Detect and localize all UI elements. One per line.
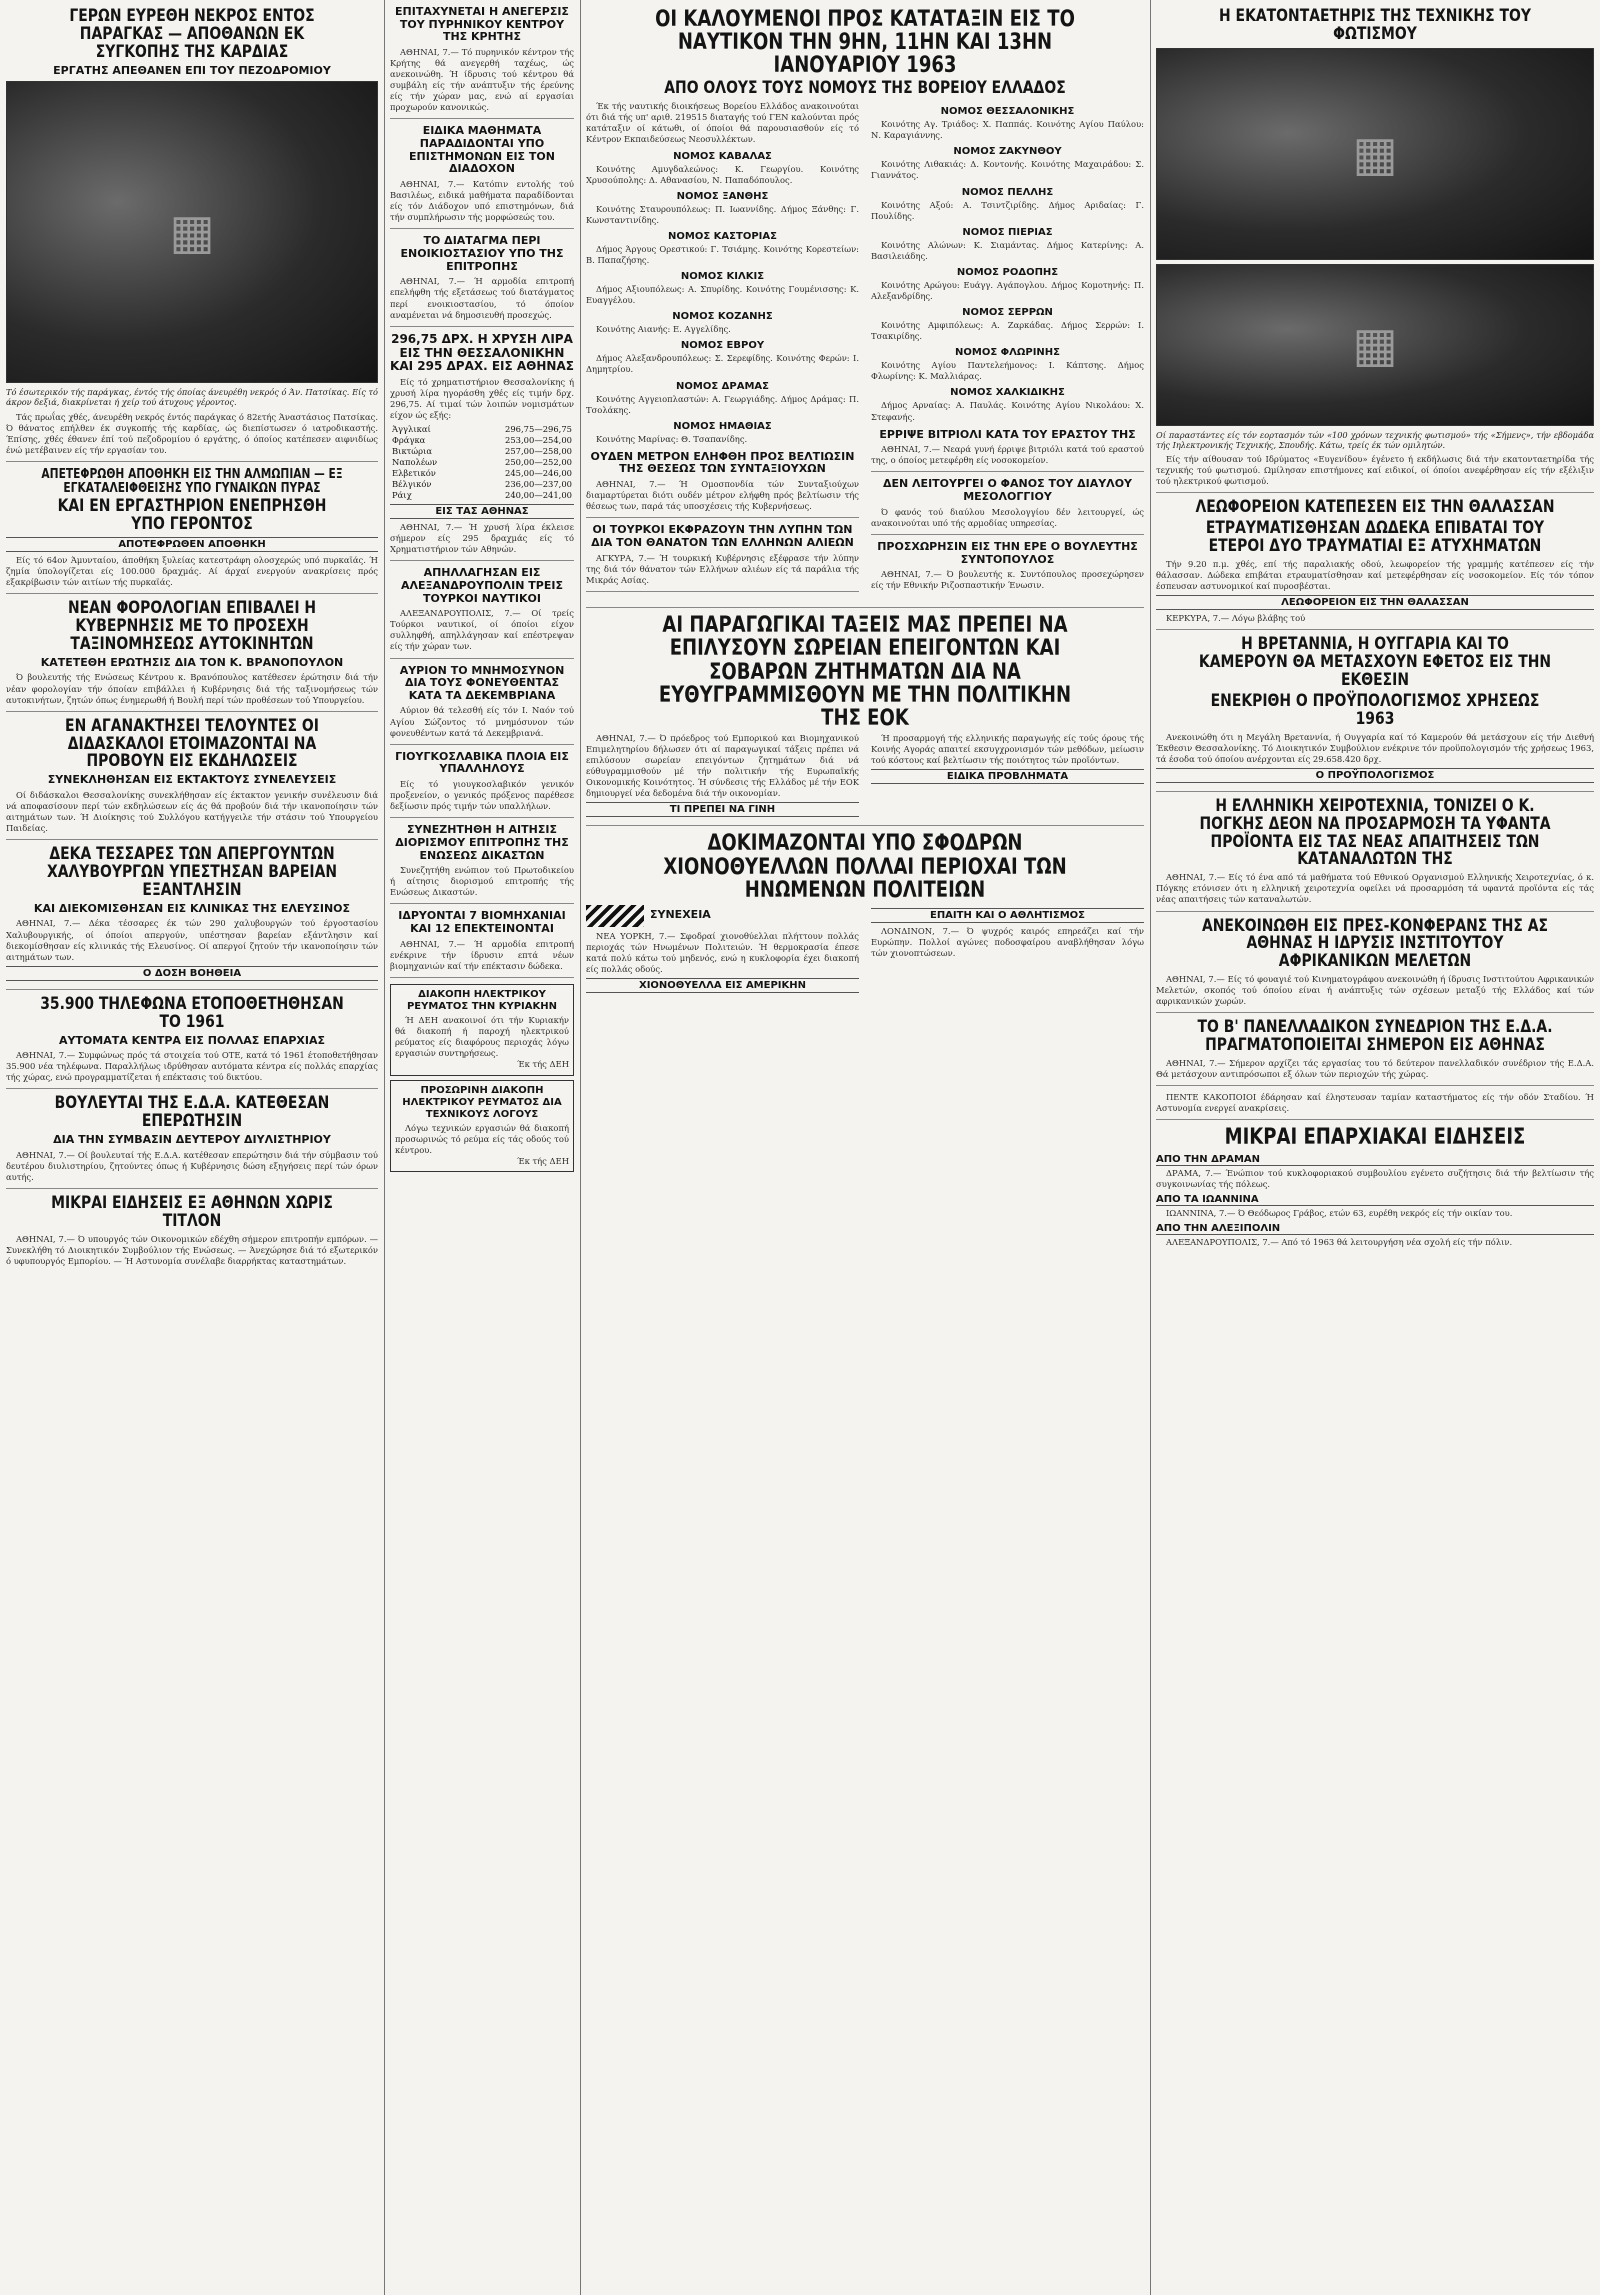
headline: Η ΒΡΕΤΑΝΝΙΑ, Η ΟΥΓΓΑΡΙΑ ΚΑΙ ΤΟ ΚΑΜΕΡΟΥΝ ΘΑ ΜΕΤΑΣΧΟΥΝ ΕΦΕΤΟΣ ΕΙΣ ΤΗΝ ΕΚΘΕΣΙΝ (1198, 634, 1552, 691)
eec-columns (586, 733, 1144, 821)
article-body: ΑΘΗΝΑΙ, 7.— Οί βουλευταί τής Ε.Δ.Α. κατέθεσαν επερώτησιν διά τήν σύμβασιν τού δευτέρου διυλιστηρίου, ζητούντες όπως ή Κυβέρνησις δώση εξηγήσεις περί τών όρων αυτής. (6, 1149, 378, 1182)
article-phones (6, 993, 378, 1090)
nomos-name: ΝΟΜΟΣ ΞΑΝΘΗΣ (676, 190, 769, 202)
article-body: Οί διδάσκαλοι Θεσσαλονίκης συνεκλήθησαν είς έκτακτον γενικήν συνέλευσιν διά νά αποφασίσουν περί τών εκδηλώσεων είς άς θά προβούν διά τήν ικανοποίησιν τών αιτημάτων των. Ή Διοίκησις τού Συλλόγου κατήγγειλε τήν στάσιν τού Υπουργείου Παιδείας. (6, 789, 378, 834)
article-press-conference (1156, 915, 1594, 1014)
nomos-entry (871, 346, 1144, 382)
headline: 35.900 ΤΗΛΕΦΩΝΑ ΕΤΟΠΟΘΕΤΗΘΗΣΑΝ ΤΟ 1961 (40, 993, 344, 1032)
article-yugoslav (390, 751, 574, 819)
nomos-name: ΝΟΜΟΣ ΔΡΑΜΑΣ (676, 380, 769, 392)
photo-ceremony (1156, 48, 1594, 260)
headline: ΓΕΡΩΝ ΕΥΡΕΘΗ ΝΕΚΡΟΣ ΕΝΤΟΣ ΠΑΡΑΓΚΑΣ — ΑΠΟΘΑΝΩΝ ΕΚ ΣΥΓΚΟΠΗΣ ΤΗΣ ΚΑΡΔΙΑΣ (69, 6, 315, 62)
coin-price: 253,00—254,00 (505, 435, 572, 446)
article-no-measures (586, 451, 859, 519)
section-kicker: ΑΠΟΤΕΦΡΩΘΕΝ ΑΠΟΘΗΚΗ (6, 537, 378, 552)
notice-sign: Έκ τής ΔΕΗ (517, 1155, 569, 1166)
headline: ΕΝ ΑΓΑΝΑΚΤΗΣΕΙ ΤΕΛΟΥΝΤΕΣ ΟΙ ΔΙΔΑΣΚΑΛΟΙ ΕΤΟΙΜΑΖΟΝΤΑΙ ΝΑ ΠΡΟΒΟΥΝ ΕΙΣ ΕΚΔΗΛΩΣΕΙΣ (65, 715, 319, 772)
article-tax (6, 600, 378, 711)
article-body: ΠΕΝΤΕ ΚΑΚΟΠΟΙΟΙ έδάρησαν καί έληστευσαν ταμίαν καταστήματος είς τήν οδόν Σταδίου. Ή Αστυνομία ενεργεί ανακρίσεις. (1156, 1092, 1594, 1114)
headline: ΙΔΡΥΟΝΤΑΙ 7 ΒΙΟΜΗΧΑΝΙΑΙ ΚΑΙ 12 ΕΠΕΚΤΕΙΝΟΝΤΑΙ (398, 909, 566, 936)
photo-icon: ▦ (169, 204, 215, 261)
price-row (390, 457, 574, 468)
snowflake-pattern-icon (586, 905, 644, 927)
article-lighthouse (871, 478, 1144, 534)
snow-columns (586, 905, 1144, 996)
price-row (390, 468, 574, 479)
nomos-name: ΝΟΜΟΣ ΠΕΛΛΗΣ (961, 186, 1054, 198)
article-warehouse-fire (6, 468, 378, 594)
provincial-section-body: ΑΛΕΞΑΝΔΡΟΥΠΟΛΙΣ, 7.— Από τό 1963 θά λειτουργήση νέα σχολή είς τήν πόλιν. (1166, 1236, 1513, 1247)
article-body: Είς τό 64ον Άμυνταίου, άποθήκη ξυλείας κατεστράφη ολοσχερώς υπό πυρκαϊάς. Ή ζημία ύπολογίζεται είς 100.000 δραχμάς. Αί άρχαί ενεργούν ανακρίσεις πρός εξακρίβωσιν τών αιτίων τής πυρκαϊάς. (6, 555, 378, 588)
article-body: Τάς πρωΐας χθές, άνευρέθη νεκρός έντός παράγκας ό 82ετής Άναστάσιος Πατσίκας. Ό θάνατος επήλθεν έκ συγκοπής τής καρδίας, ώς διεπίστωσεν ό ιατροδικαστής. Έπίσης, χθές έθανεν έπί τού πεζοδρομίου ό εργάτης, ό όποίος κατέπεσεν αιφνιδίως ένώ μετέβαινεν είς τήν εργασίαν του. (6, 411, 378, 455)
headline: ΕΠΙΤΑΧΥΝΕΤΑΙ Η ΑΝΕΓΕΡΣΙΣ ΤΟΥ ΠΥΡΗΝΙΚΟΥ ΚΕΝΤΡΟΥ ΤΗΣ ΚΡΗΤΗΣ (395, 5, 569, 44)
nomos-entry (871, 306, 1144, 342)
nomos-text: Κοινότης Αμυγδαλεώνος: Κ. Γεωργίου. Κοινότης Χρυσούπολης: Δ. Αθανασίου, Ν. Παπαδόπουλος. (586, 163, 859, 185)
article-rent (390, 235, 574, 326)
nomos-text: Κοινότης Αγγειοπλαστών: Α. Γεωργιάδης. Δήμος Δράμας: Π. Τσολάκης. (586, 393, 859, 415)
headline: ΔΕΚΑ ΤΕΣΣΑΡΕΣ ΤΩΝ ΑΠΕΡΓΟΥΝΤΩΝ ΧΑΛΥΒΟΥΡΓΩΝ ΥΠΕΣΤΗΣΑΝ ΒΑΡΕΙΑΝ ΕΞΑΝΤΛΗΣΙΝ (46, 844, 338, 900)
section-kicker: ΕΙΔΙΚΑ ΠΡΟΒΛΗΜΑΤΑ (871, 769, 1144, 784)
headline: ΝΕΑΝ ΦΟΡΟΛΟΓΙΑΝ ΕΠΙΒΑΛΕΙ Η ΚΥΒΕΡΝΗΣΙΣ ΜΕ ΤΟ ΠΡΟΣΕΧΗ ΤΑΞΙΝΟΜΗΣΕΩΣ ΑΥΤΟΚΙΝΗΤΩΝ (67, 598, 317, 654)
nomos-entry (586, 339, 859, 375)
provincial-item (1156, 1154, 1594, 1190)
article-courts (390, 824, 574, 904)
headline: ΠΡΟΣΧΩΡΗΣΙΝ ΕΙΣ ΤΗΝ ΕΡΕ Ο ΒΟΥΛΕΥΤΗΣ ΣΥΝΤΟΠΟΥΛΟΣ (877, 539, 1138, 566)
coin-name: Βικτώρια (392, 446, 432, 457)
price-row (390, 479, 574, 490)
article-body: Έκ τής ναυτικής διοικήσεως Βορείου Ελλάδος ανακοινούται ότι διά τής υπ' αριθ. 219515 διαταγής τού ΓΕΝ καλούνται πρός κατάταξιν οί κάτωθι, οί όποίοι θά παρουσιασθούν είς τό Κέντρον Εκπαιδεύσεως Νεοσυλλέκτων. (586, 101, 859, 145)
article-ere (871, 541, 1144, 596)
headline: ΔΟΚΙΜΑΖΟΝΤΑΙ ΥΠΟ ΣΦΟΔΡΩΝ ΧΙΟΝΟΘΥΕΛΛΩΝ ΠΟΛΛΑΙ ΠΕΡΙΟΧΑΙ ΤΩΝ ΗΝΩΜΕΝΩΝ ΠΟΛΙΤΕΙΩΝ (663, 831, 1067, 903)
subhead: ΚΑΙ ΕΝ ΕΡΓΑΣΤΗΡΙΟΝ ΕΝΕΠΡΗΣΘΗ ΥΠΟ ΓΕΡΟΝΤΟΣ (57, 496, 327, 535)
article-turkish-sailors (390, 567, 574, 658)
notice-sign: Έκ τής ΔΕΗ (517, 1059, 569, 1070)
nomos-text: Δήμος Αρναίας: Α. Παυλάς. Κοινότης Αγίου Νικολάου: Χ. Στεφανής. (871, 400, 1144, 422)
navy-left (586, 101, 859, 602)
article-body: Ό φανός τού διαύλου Μεσολογγίου δέν λειτουργεί, ώς ανακοινούται υπό τής αρμοδίας υπηρεσίας. (871, 506, 1144, 528)
snow-right (871, 905, 1144, 996)
article-robbery (1156, 1092, 1594, 1120)
nomos-text: Κοινότης Αμφιπόλεως: Α. Ζαρκάδας. Δήμος Σερρών: Ι. Τσακιρίδης. (871, 320, 1144, 342)
subhead: ΑΠΟ ΟΛΟΥΣ ΤΟΥΣ ΝΟΜΟΥΣ ΤΗΣ ΒΟΡΕΙΟΥ ΕΛΛΑΔΟΣ (664, 78, 1066, 99)
article-body: ΑΘΗΝΑΙ, 7.— Ό πρόεδρος τού Εμπορικού και Βιομηχανικού Επιμελητηρίου δήλωσεν ότι αί παραγωγικαί τάξεις πρέπει νά επιλύσουν σωρείαν επειγόντων ζητημάτων διά νά εύθυγραμμισθούν μέ τήν πολιτικήν τής Ευρωπαϊκής Οικονομικής Κοινότητος. Ή σύνδεσις τής Ελλάδος μέ τήν ΕΟΚ δημιουργεί νέα δεδομένα διά τήν οικονομίαν. (586, 732, 859, 799)
article-body: ΛΟΝΔΙΝΟΝ, 7.— Ό ψυχρός καιρός επηρεάζει καί τήν Ευρώπην. Πολλοί αγώνες ποδοσφαίρου αναβλήθησαν λόγω τών χιονοπτώσεων. (871, 925, 1144, 958)
article-body: Ανεκοινώθη ότι η Μεγάλη Βρεταννία, ή Ουγγαρία καί τό Καμερούν θά μετάσχουν είς τήν Διεθνή Έκθεσιν Θεσσαλονίκης. Τό Διοικητικόν Συμβούλιον ενέκρινε τόν προϋπολογισμόν τής χρήσεως 1963, τά έσοδα τού όποίου ανέρχονται είς 29.658.420 δρχ. (1156, 731, 1594, 764)
headline: ΕΡΡΙΨΕ ΒΙΤΡΙΟΛΙ ΚΑΤΑ ΤΟΥ ΕΡΑΣΤΟΥ ΤΗΣ (879, 427, 1136, 441)
nomos-name: ΝΟΜΟΣ ΠΙΕΡΙΑΣ (962, 226, 1053, 238)
subhead: ΔΙΑ ΤΗΝ ΣΥΜΒΑΣΙΝ ΔΕΥΤΕΡΟΥ ΔΙΥΛΙΣΤΗΡΙΟΥ (53, 1133, 331, 1147)
nomos-name: ΝΟΜΟΣ ΚΑΣΤΟΡΙΑΣ (668, 230, 777, 242)
headline: ΜΙΚΡΑΙ ΕΠΑΡΧΙΑΚΑΙ ΕΙΔΗΣΕΙΣ (1224, 1125, 1526, 1151)
navy-right (871, 101, 1144, 602)
article-gold (390, 333, 574, 562)
article-body: ΝΕΑ ΥΟΡΚΗ, 7.— Σφοδραί χιονοθύελλαι πλήττουν πολλάς περιοχάς τών Ηνωμένων Πολιτειών. Ή θερμοκρασία έπεσε κατά πολύ κάτω τού μηδενός, ενώ η κυκλοφορία έχει διακοπή είς πολλάς οδούς. (586, 930, 859, 974)
notice-power-sunday (390, 984, 574, 1075)
photo-caption: Οί παραστάντες είς τόν εορτασμόν τών «100 χρόνων τεχνικής φωτισμού» τής «Σήμενς», τήν εβδομάδα τής Ιηλεκτρονικής Τεχνικής, Σπουδής. Κάτω, τρείς έκ τών ομιλητών. (1156, 429, 1594, 450)
nomos-name: ΝΟΜΟΣ ΚΟΖΑΝΗΣ (672, 311, 773, 323)
coin-price: 245,00—246,00 (505, 468, 572, 479)
article-body: Είς τό γιουγκοσλαβικόν γενικόν προξενείον, ο γενικός πρόξενος παρέθεσε δεξίωσιν πρός τιμήν τών υπαλλήλων. (390, 779, 574, 812)
article-body: ΑΘΗΝΑΙ, 7.— Ή Ομοσπονδία τών Συνταξιούχων διαμαρτύρεται διότι ουδέν μέτρον ελήφθη πρός βελτίωσιν τής θέσεως των, παρά τάς υποσχέσεις τής Κυβερνήσεως. (586, 479, 859, 512)
notice-title: ΠΡΟΣΩΡΙΝΗ ΔΙΑΚΟΠΗ ΗΛΕΚΤΡΙΚΟΥ ΡΕΥΜΑΤΟΣ ΔΙΑ ΤΕΧΝΙΚΟΥΣ ΛΟΓΟΥΣ (402, 1084, 562, 1120)
coin-price: 236,00—237,00 (505, 479, 572, 490)
coin-price: 240,00—241,00 (505, 490, 572, 501)
article-eda-refinery (6, 1095, 378, 1189)
article-body: ΑΘΗΝΑΙ, 7.— Συμφώνως πρός τά στοιχεία τού ΟΤΕ, κατά τό 1961 έτοποθετήθησαν 35.900 νέα τηλέφωνα. Παραλλήλως ιδρύθησαν αυτόματα κέντρα είς πολλάς επαρχίας τής χώρας, ενώ προγραμματίζεται ή επέκτασις τού δικτύου. (6, 1050, 378, 1083)
notice-body: Ή ΔΕΗ ανακοινοί ότι τήν Κυριακήν θά διακοπή ή παροχή ηλεκτρικού ρεύματος είς διαφόρους περιοχάς λόγω εργασιών συντηρήσεως. (395, 1015, 569, 1059)
headline: ΣΥΝΕΖΗΤΗΘΗ Η ΑΙΤΗΣΙΣ ΔΙΟΡΙΣΜΟΥ ΕΠΙΤΡΟΠΗΣ ΤΗΣ ΕΝΩΣΕΩΣ ΔΙΚΑΣΤΩΝ (395, 823, 569, 862)
column-1 (0, 0, 384, 2295)
article-provincial (1156, 1126, 1594, 1252)
headline: ΑΙ ΠΑΡΑΓΩΓΙΚΑΙ ΤΑΞΕΙΣ ΜΑΣ ΠΡΕΠΕΙ ΝΑ ΕΠΙΛΥΣΟΥΝ ΣΩΡΕΙΑΝ ΕΠΕΙΓΟΝΤΩΝ ΚΑΙ ΣΟΒΑΡΩΝ ΖΗΤΗΜΑΤΩΝ ΔΙΑ ΝΑ ΕΥΘΥΓΡΑΜΜΙΣΘΟΥΝ ΜΕ ΤΗΝ ΠΟΛΙΤΙΚΗΝ ΤΗΣ ΕΟΚ (658, 613, 1072, 731)
continued-label: ΣΥΝΕΧΕΙΑ (650, 908, 711, 922)
nomos-text: Δήμος Άργους Ορεστικού: Γ. Τσιάμης. Κοινότης Κορεστείων: Β. Παπαζήσης. (586, 243, 859, 265)
subhead: ΚΑΙ ΔΙΕΚΟΜΙΣΘΗΣΑΝ ΕΙΣ ΚΛΙΝΙΚΑΣ ΤΗΣ ΕΛΕΥΣΙΝΟΣ (33, 901, 351, 915)
headline: ΑΠΕΤΕΦΡΩΘΗ ΑΠΟΘΗΚΗ ΕΙΣ ΤΗΝ ΑΛΜΩΠΙΑΝ — ΕΞ ΕΓΚΑΤΑΛΕΙΦΘΕΙΣΗΣ ΥΠΟ ΓΥΝΑΙΚΩΝ ΠΥΡΑΣ (41, 467, 343, 496)
article-memorial (390, 665, 574, 745)
nomos-entry (871, 145, 1144, 181)
notice-power-technical (390, 1080, 574, 1172)
nomos-name: ΝΟΜΟΣ ΚΙΛΚΙΣ (680, 271, 765, 283)
article-body: Είς τό χρηματιστήριον Θεσσαλονίκης ή χρυσή λίρα ηγοράσθη χθές είς τιμήν δρχ. 296,75. Αί τιμαί τών λοιπών νομισμάτων είχον ώς εξής: (390, 377, 574, 421)
section-kicker: ΤΙ ΠΡΕΠΕΙ ΝΑ ΓΙΝΗ (586, 802, 859, 817)
article-exhibition (1156, 636, 1594, 792)
article-body: ΑΘΗΝΑΙ, 7.— Ή χρυσή λίρα έκλεισε σήμερον είς 295 δραχμάς είς τό Χρηματιστήριον τών Αθηνών. (390, 521, 574, 555)
subhead: ΑΥΤΟΜΑΤΑ ΚΕΝΤΡΑ ΕΙΣ ΠΟΛΛΑΣ ΕΠΑΡΧΙΑΣ (58, 1033, 326, 1047)
article-body: ΑΘΗΝΑΙ, 7.— Κατόπιν εντολής τού Βασιλέως, ειδικά μαθήματα παραδίδονται είς τόν Διάδοχον υπό επιστημόνων, διά τήν συμπλήρωσιν τής μορφώσεώς του. (390, 179, 574, 223)
headline: Η ΕΚΑΤΟΝΤΑΕΤΗΡΙΣ ΤΗΣ ΤΕΧΝΙΚΗΣ ΤΟΥ ΦΩΤΙΣΜΟΥ (1219, 6, 1531, 44)
nomos-text: Κοινότης Αρώγου: Ευάγγ. Αγάπογλου. Δήμος Κομοτηνής: Π. Αλεξανδρίδης. (871, 279, 1144, 301)
navy-columns (586, 101, 1144, 602)
nomos-entry (586, 230, 859, 266)
coin-name: Ελβετικόν (392, 468, 436, 479)
article-body: Ό βουλευτής τής Ενώσεως Κέντρου κ. Βρανόπουλος κατέθεσεν έρώτησιν διά τήν νέαν φορολογίαν τήν όποίαν επιβάλλει ή Κυβέρνησις διά τής ταξινομήσεως τών αυτοκινήτων, ζητών όπως ένημερωθή ή Βουλή περί τών προθέσεων τού Υπουργείου. (6, 672, 378, 705)
article-bus-sea (1156, 499, 1594, 630)
article-eec (586, 614, 1144, 826)
headline: 296,75 ΔΡΧ. Η ΧΡΥΣΗ ΛΙΡΑ ΕΙΣ ΤΗΝ ΘΕΣΣΑΛΟΝΙΚΗΝ ΚΑΙ 295 ΔΡΑΧ. ΕΙΣ ΑΘΗΝΑΣ (390, 331, 574, 374)
article-body: Τήν 9.20 π.μ. χθές, επί τής παραλιακής οδού, λεωφορείον τής γραμμής κατέπεσεν είς τήν θάλασσαν. Δώδεκα επιβάται ετραυματίσθησαν καί μετεφέρθησαν είς νοσοκομείον. Είς τόν τόπον έσπευσαν αστυνομικοί καί πυροσβέσται. (1156, 559, 1594, 592)
headline: ΓΙΟΥΓΚΟΣΛΑΒΙΚΑ ΠΛΟΙΑ ΕΙΣ ΥΠΑΛΛΗΛΟΥΣ (395, 749, 569, 776)
nomos-name: ΝΟΜΟΣ ΖΑΚΥΝΘΟΥ (953, 146, 1062, 158)
provincial-section-body: ΔΡΑΜΑ, 7.— Ένώπιον τού κυκλοφοριακού συμβουλίου εγένετο συζήτησις διά τήν βελτίωσιν τής συγκοινωνίας τής πόλεως. (1156, 1167, 1594, 1189)
article-body: ΑΘΗΝΑΙ, 7.— Τό πυρηνικόν κέντρον τής Κρήτης θά ανεγερθή ταχέως, ώς ανεκοινώθη. Ή ίδρυσις τού κέντρου θά συμβάλη είς τήν ανάπτυξιν τής έρεύνης είς τήν χώραν μας, ενώ αί εργασίαι προχωρούν κανονικώς. (390, 46, 574, 113)
article-industries (390, 910, 574, 978)
section-kicker: Ο ΠΡΟΫΠΟΛΟΓΙΣΜΟΣ (1156, 768, 1594, 783)
article-death (6, 8, 378, 462)
nomos-entry (586, 380, 859, 416)
price-table (390, 424, 574, 500)
article-tech-centenary (1156, 8, 1594, 493)
article-body: ΑΘΗΝΑΙ, 7.— Νεαρά γυνή έρριψε βιτριόλι κατά τού εραστού της, ο όποίος μετεφέρθη είς νοσοκομείον. (871, 444, 1144, 466)
article-small-news (6, 1195, 378, 1272)
article-body: ΑΘΗΝΑΙ, 7.— Ή αρμοδία επιτροπή επελήφθη τής εξετάσεως τού διατάγματος περί ενοικιοστασίου, τό όποίον αναμένεται νά δημοσιευθή προσεχώς. (390, 276, 574, 320)
nomoi-list (871, 105, 1144, 423)
nomos-text: Δήμος Αξιουπόλεως: Α. Σπυρίδης. Κοινότης Γουμένισσης: Κ. Ευαγγέλου. (586, 284, 859, 306)
nomos-name: ΝΟΜΟΣ ΕΒΡΟΥ (680, 340, 765, 352)
nomos-entry (871, 226, 1144, 262)
subhead: ΚΑΤΕΤΕΘΗ ΕΡΩΤΗΣΙΣ ΔΙΑ ΤΟΝ Κ. ΒΡΑΝΟΠΟΥΛΟΝ (40, 655, 344, 669)
nomos-name: ΝΟΜΟΣ ΘΕΣΣΑΛΟΝΙΚΗΣ (940, 106, 1075, 118)
coin-name: Ναπολέων (392, 457, 438, 468)
nomos-text: Κοινότης Μαρίνας: Θ. Τσαπανίδης. (596, 433, 748, 444)
headline: ΜΙΚΡΑΙ ΕΙΔΗΣΕΙΣ ΕΞ ΑΘΗΝΩΝ ΧΩΡΙΣ ΤΙΤΛΟΝ (51, 1193, 333, 1231)
headline: ΑΠΗΛΛΑΓΗΣΑΝ ΕΙΣ ΑΛΕΞΑΝΔΡΟΥΠΟΛΙΝ ΤΡΕΙΣ ΤΟΥΡΚΟΙ ΝΑΥΤΙΚΟΙ (401, 566, 563, 605)
headline: ΛΕΩΦΟΡΕΙΟΝ ΚΑΤΕΠΕΣΕΝ ΕΙΣ ΤΗΝ ΘΑΛΑΣΣΑΝ (1195, 497, 1555, 518)
nomos-text: Κοινότης Αξού: Α. Τσιντζιρίδης. Δήμος Αριδαίας: Γ. Πουλίδης. (871, 199, 1144, 221)
column-3 (580, 0, 1150, 2295)
nomos-text: Κοινότης Αγίου Παντελεήμονος: Ι. Κάπτσης. Δήμος Φλωρίνης: Κ. Μαλλιάρας. (871, 360, 1144, 382)
subhead: ΕΝΕΚΡΙΘΗ Ο ΠΡΟΫΠΟΛΟΓΙΣΜΟΣ ΧΡΗΣΕΩΣ 1963 (1210, 690, 1540, 729)
nomos-entry (586, 150, 859, 186)
nomos-name: ΝΟΜΟΣ ΧΑΛΚΙΔΙΚΗΣ (950, 387, 1065, 399)
article-snowstorm (586, 832, 1144, 1001)
nomos-entry (586, 420, 859, 445)
nomos-entry (871, 105, 1144, 141)
article-body: ΑΘΗΝΑΙ, 7.— Ό υπουργός τών Οικονομικών εδέχθη σήμερον επιτροπήν εμπόρων. — Συνεκλήθη τό Διοικητικόν Συμβούλιον τής Ενώσεως. — Άνεχώρησε διά τό εξωτερικόν ό υφυπουργός Εμπορίου. — Ή Αστυνομία συνέλαβε διαρρήκτας καταστημάτων. (6, 1233, 378, 1266)
eec-left (586, 733, 859, 821)
price-row (390, 424, 574, 435)
coin-price: 257,00—258,00 (505, 446, 572, 457)
nomos-name: ΝΟΜΟΣ ΚΑΒΑΛΑΣ (673, 150, 772, 162)
nomos-name: ΝΟΜΟΣ ΗΜΑΘΙΑΣ (673, 420, 772, 432)
headline: ΕΙΔΙΚΑ ΜΑΘΗΜΑΤΑ ΠΑΡΑΔΙΔΟΝΤΑΙ ΥΠΟ ΕΠΙΣΤΗΜΟΝΩΝ ΕΙΣ ΤΟΝ ΔΙΑΔΟΧΟΝ (409, 124, 555, 176)
section-kicker: ΛΕΩΦΟΡΕΙΟΝ ΕΙΣ ΤΗΝ ΘΑΛΑΣΣΑΝ (1156, 595, 1594, 610)
nomos-text: Δήμος Αλεξανδρουπόλεως: Σ. Σερεφίδης. Κοινότης Φερών: Ι. Δημητρίου. (586, 353, 859, 375)
article-body: ΑΘΗΝΑΙ, 7.— Ό βουλευτής κ. Συντόπουλος προσεχώρησεν είς τήν Εθνικήν Ριζοσπαστικήν Ένωσιν. (871, 569, 1144, 591)
article-body: ΑΘΗΝΑΙ, 7.— Είς τό ένα από τά μαθήματα τού Εθνικού Οργανισμού Ελληνικής Χειροτεχνίας, ό κ. Πόγκης ετόνισεν ότι η ελληνική χειροτεχνία οφείλει νά προσαρμόση τά υφαντά προϊόντα είς τάς νέας απαιτήσεις τών καταναλωτών. (1156, 872, 1594, 905)
article-teachers (6, 715, 378, 841)
section-kicker: Ο ΔΟΣΗ ΒΟΗΘΕΙΑ (6, 966, 378, 981)
provincial-sections (1156, 1154, 1594, 1248)
section-kicker: ΕΠΑΙΤΗ ΚΑΙ Ο ΑΘΛΗΤΙΣΜΟΣ (871, 908, 1144, 923)
headline: ΑΝΕΚΟΙΝΩΘΗ ΕΙΣ ΠΡΕΣ-ΚΟΝΦΕΡΑΝΣ ΤΗΣ ΑΣ ΑΘΗΝΑΣ Η ΙΔΡΥΣΙΣ ΙΝΣΤΙΤΟΥΤΟΥ ΑΦΡΙΚΑΝΙΚΩΝ ΜΕΛΕΤΩΝ (1201, 915, 1549, 972)
nomos-entry (871, 186, 1144, 222)
column-4 (1150, 0, 1600, 2295)
article-body: Συνεζητήθη ενώπιον τού Πρωτοδικείου ή αίτησις διορισμού επιτροπής τής Ενώσεως Δικαστών. (390, 865, 574, 898)
article-crete-center (390, 6, 574, 119)
nomos-text: Κοινότης Αγ. Τριάδος: Χ. Παππάς. Κοινότης Αγίου Παύλου: Ν. Καραγιάννης. (871, 119, 1144, 141)
subhead: ΕΤΡΑΥΜΑΤΙΣΘΗΣΑΝ ΔΩΔΕΚΑ ΕΠΙΒΑΤΑΙ ΤΟΥ ΕΤΕΡΟΙ ΔΥΟ ΤΡΑΥΜΑΤΙΑΙ ΕΞ ΑΤΥΧΗΜΑΤΩΝ (1205, 518, 1545, 557)
article-vitriol (871, 429, 1144, 473)
article-eda-congress (1156, 1019, 1594, 1086)
price-row (390, 446, 574, 457)
headline: ΔΕΝ ΛΕΙΤΟΥΡΓΕΙ Ο ΦΑΝΟΣ ΤΟΥ ΔΙΑΥΛΟΥ ΜΕΣΟΛΟΓΓΙΟΥ (882, 477, 1133, 504)
continued-banner (586, 905, 859, 927)
nomos-entry (586, 190, 859, 226)
subhead: ΕΡΓΑΤΗΣ ΑΠΕΘΑΝΕΝ ΕΠΙ ΤΟΥ ΠΕΖΟΔΡΟΜΙΟΥ (53, 63, 331, 77)
article-body: Ή προσαρμογή τής ελληνικής παραγωγής είς τούς όρους τής Κοινής Αγοράς απαιτεί εκσυγχρονισμόν τών μεθόδων, μείωσιν τού κόστους καί βελτίωσιν τής ποιότητος τών προϊόντων. (871, 732, 1144, 766)
coin-name: Βέλγικόν (392, 479, 432, 490)
nomos-name: ΝΟΜΟΣ ΦΛΩΡΙΝΗΣ (955, 347, 1060, 359)
eec-right (871, 733, 1144, 821)
column-2 (384, 0, 580, 2295)
section-kicker: ΧΙΟΝΟΘΥΕΛΛΑ ΕΙΣ ΑΜΕΡΙΚΗΝ (586, 978, 859, 993)
provincial-section-title: ΑΠΟ ΤΗΝ ΑΛΕΞΙΠΟΛΙΝ (1156, 1223, 1594, 1235)
nomos-name: ΝΟΜΟΣ ΣΕΡΡΩΝ (962, 307, 1053, 319)
nomos-entry (871, 266, 1144, 302)
nomos-text: Κοινότης Αλώνων: Κ. Σιαμάντας. Δήμος Κατερίνης: Α. Βασιλειάδης. (871, 239, 1144, 261)
headline: ΟΙ ΚΑΛΟΥΜΕΝΟΙ ΠΡΟΣ ΚΑΤΑΤΑΞΙΝ ΕΙΣ ΤΟ ΝΑΥΤΙΚΟΝ ΤΗΝ 9ΗΝ, 11ΗΝ ΚΑΙ 13ΗΝ ΙΑΝΟΥΑΡΙΟΥ 1963 (655, 7, 1075, 79)
dateline: ΚΕΡΚΥΡΑ, 7.— Λόγω βλάβης τού (1166, 613, 1306, 624)
section-kicker: ΕΙΣ ΤΑΣ ΑΘΗΝΑΣ (390, 504, 574, 519)
price-row (390, 490, 574, 501)
article-body: ΑΛΕΞΑΝΔΡΟΥΠΟΛΙΣ, 7.— Οί τρείς Τούρκοι ναυτικοί, οί όποίοι είχον συλληφθή, απηλλάγησαν καί επέστρεψαν είς τήν χώραν των. (390, 608, 574, 652)
notice-body: Λόγω τεχνικών εργασιών θά διακοπή προσωρινώς τό ρεύμα είς τάς οδούς τού κέντρου. (395, 1122, 569, 1155)
photo-shack (6, 81, 378, 383)
coin-name: Φράγκα (392, 435, 426, 446)
headline: ΤΟ ΔΙΑΤΑΓΜΑ ΠΕΡΙ ΕΝΟΙΚΙΟΣΤΑΣΙΟΥ ΥΠΟ ΤΗΣ ΕΠΙΤΡΟΠΗΣ (400, 234, 564, 273)
photo-icon: ▦ (1352, 125, 1398, 182)
article-body: ΑΓΚΥΡΑ, 7.— Ή τουρκική Κυβέρνησις εξέφρασε τήν λύπην της διά τόν θάνατον τών Ελλήνων αλιέων είς τά παράλια τής Μικράς Ασίας. (586, 552, 859, 585)
provincial-section-body: ΙΩΑΝΝΙΝΑ, 7.— Ό Θεόδωρος Γράβος, ετών 63, ευρέθη νεκρός είς τήν οικίαν του. (1166, 1207, 1513, 1218)
article-turks (586, 524, 859, 592)
headline: ΟΥΔΕΝ ΜΕΤΡΟΝ ΕΛΗΦΘΗ ΠΡΟΣ ΒΕΛΤΙΩΣΙΝ ΤΗΣ ΘΕΣΕΩΣ ΤΩΝ ΣΥΝΤΑΞΙΟΥΧΩΝ (590, 449, 855, 476)
snow-left (586, 905, 859, 996)
article-body: Αύριον θά τελεσθή είς τόν Ι. Ναόν τού Αγίου Σώζοντος τό μνημόσυνον τών φονευθέντων κατά τά Δεκεμβριανά. (390, 705, 574, 738)
provincial-section-title: ΑΠΟ ΤΑ ΙΩΑΝΝΙΝΑ (1156, 1194, 1594, 1206)
nomos-text: Κοινότης Λιθακιάς: Δ. Κοντονής. Κοινότης Μαχαιράδου: Σ. Γιαννάτος. (871, 159, 1144, 181)
coin-name: Ράιχ (392, 490, 412, 501)
coin-price: 296,75—296,75 (505, 424, 572, 435)
article-body: ΑΘΗΝΑΙ, 7.— Είς τό φουαγιέ τού Κινηματογράφου ανεκοινώθη ή ίδρυσις Ινστιτούτου Αφρικανικών Μελετών, σκοπός τού όποίου είναι ή ανάπτυξις τών σχέσεων μεταξύ τής Ελλάδος καί τών αφρικανικών χωρών. (1156, 974, 1594, 1007)
provincial-item (1156, 1194, 1594, 1219)
headline: ΤΟ Β' ΠΑΝΕΛΛΑΔΙΚΟΝ ΣΥΝΕΔΡΙΟΝ ΤΗΣ Ε.Δ.Α. ΠΡΑΓΜΑΤΟΠΟΙΕΙΤΑΙ ΣΗΜΕΡΟΝ ΕΙΣ ΑΘΗΝΑΣ (1197, 1017, 1553, 1056)
photo-caption: Τό έσωτερικόν τής παράγκας, έντός τής όποίας άνευρέθη νεκρός ό Άν. Πατσίκας. Είς τό άκρον δεξιά, διακρίνεται ή χείρ τού άτυχους γέροντος. (6, 387, 378, 408)
headline: ΒΟΥΛΕΥΤΑΙ ΤΗΣ Ε.Δ.Α. ΚΑΤΕΘΕΣΑΝ ΕΠΕΡΩΤΗΣΙΝ (54, 1093, 330, 1132)
article-body: ΑΘΗΝΑΙ, 7.— Σήμερον αρχίζει τάς εργασίας του τό δεύτερον πανελλαδικόν συνέδριον τής Ε.Δ.Α. Θά μετάσχουν αντιπρόσωποι εξ όλων τών περιοχών τής χώρας. (1156, 1058, 1594, 1080)
article-body: Είς τήν αίθουσαν τού Ιδρύματος «Ευγενίδου» έγένετο ή εκδήλωσις διά τήν εκατονταετηρίδα τής τεχνικής τού φωτισμού. Ωμίλησαν επιστήμονες καί ειδικοί, οί όποίοι ανεφέρθησαν είς τήν εξέλιξιν τού ηλεκτρικού φωτισμού. (1156, 454, 1594, 487)
article-steelworkers (6, 846, 378, 990)
provincial-item (1156, 1223, 1594, 1248)
headline: Η ΕΛΛΗΝΙΚΗ ΧΕΙΡΟΤΕΧΝΙΑ, ΤΟΝΙΖΕΙ Ο Κ. ΠΟΓΚΗΣ ΔΕΟΝ ΝΑ ΠΡΟΣΑΡΜΟΣΗ ΤΑ ΥΦΑΝΤΑ ΠΡΟΪΟΝΤΑ ΕΙΣ ΤΑΣ ΝΕΑΣ ΑΠΑΙΤΗΣΕΙΣ ΤΩΝ ΚΑΤΑΝΑΛΩΤΩΝ ΤΗΣ (1199, 795, 1551, 870)
nomos-entry (586, 270, 859, 306)
article-body: ΑΘΗΝΑΙ, 7.— Δέκα τέσσαρες έκ τών 290 χαλυβουργών τού έργοστασίου Χαλυβουργικής, οί όποίοι απεργούν, υπέστησαν βαρείαν εξάντλησιν καί διεκομίσθησαν είς κλινικάς τής Ελευσίνος. Οί απεργοί ζητούν τήν ικανοποίησιν τών αιτημάτων των. (6, 918, 378, 962)
article-body: ΑΘΗΝΑΙ, 7.— Ή αρμοδία επιτροπή ενέκρινε τήν ίδρυσιν επτά νέων βιομηχανιών καί τήν επέκτασιν δώδεκα. (390, 938, 574, 971)
headline: ΟΙ ΤΟΥΡΚΟΙ ΕΚΦΡΑΖΟΥΝ ΤΗΝ ΛΥΠΗΝ ΤΩΝ ΔΙΑ ΤΟΝ ΘΑΝΑΤΟΝ ΤΩΝ ΕΛΛΗΝΩΝ ΑΛΙΕΩΝ (591, 523, 854, 550)
nomos-text: Κοινότης Αιανής: Ε. Αγγελίδης. (596, 324, 731, 335)
article-handicraft (1156, 795, 1594, 912)
nomos-entry (871, 386, 1144, 422)
nomos-name: ΝΟΜΟΣ ΡΟΔΟΠΗΣ (956, 266, 1059, 278)
nomos-entry (586, 310, 859, 335)
coin-price: 250,00—252,00 (505, 457, 572, 468)
subhead: ΣΥΝΕΚΛΗΘΗΣΑΝ ΕΙΣ ΕΚΤΑΚΤΟΥΣ ΣΥΝΕΛΕΥΣΕΙΣ (47, 773, 337, 787)
article-lessons (390, 125, 574, 229)
provincial-section-title: ΑΠΟ ΤΗΝ ΔΡΑΜΑΝ (1156, 1154, 1594, 1166)
notice-title: ΔΙΑΚΟΠΗ ΗΛΕΚΤΡΙΚΟΥ ΡΕΥΜΑΤΟΣ ΤΗΝ ΚΥΡΙΑΚΗΝ (406, 989, 558, 1013)
nomos-text: Κοινότης Σταυρουπόλεως: Π. Ιωαννίδης. Δήμος Ξάνθης: Γ. Κωνσταντινίδης. (586, 203, 859, 225)
photo-icon: ▦ (1352, 316, 1398, 373)
price-row (390, 435, 574, 446)
nomoi-list (586, 150, 859, 445)
article-navy (586, 8, 1144, 608)
coin-name: Άγγλικαί (392, 424, 431, 435)
headline: ΑΥΡΙΟΝ ΤΟ ΜΝΗΜΟΣΥΝΟΝ ΔΙΑ ΤΟΥΣ ΦΟΝΕΥΘΕΝΤΑΣ ΚΑΤΑ ΤΑ ΔΕΚΕΜΒΡΙΑΝΑ (399, 663, 565, 702)
photo-speakers (1156, 264, 1594, 426)
